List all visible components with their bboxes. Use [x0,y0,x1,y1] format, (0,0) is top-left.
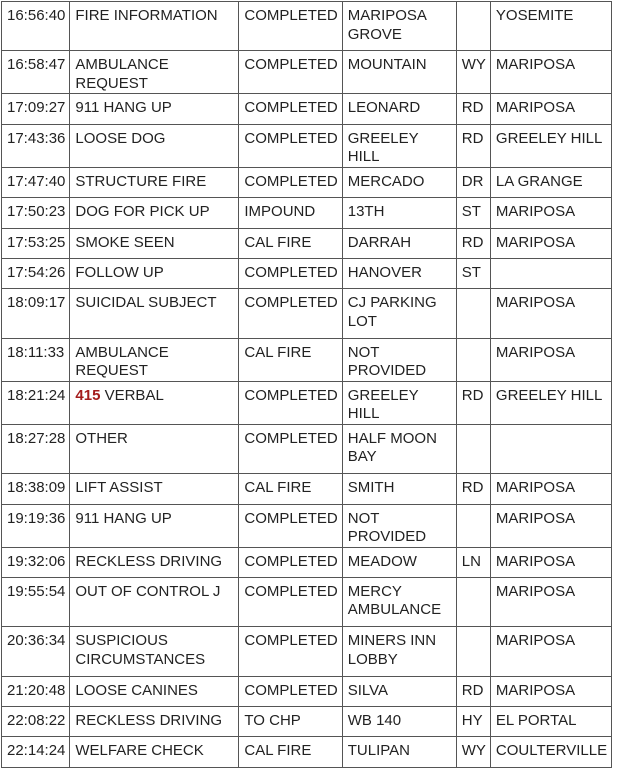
table-row [2,124,612,167]
city-cell-text: MARIPOSA [495,233,576,251]
street-suffix-cell [456,707,490,737]
disposition-cell [239,737,342,767]
call-type-cell [70,258,239,288]
call-type-cell [70,51,239,94]
city-cell [490,51,611,94]
city-cell-text: MARIPOSA [495,632,576,650]
call-type-cell [70,338,239,381]
city-cell-text: EL PORTAL [495,712,577,730]
disposition-cell [239,547,342,577]
call-time-cell [2,424,70,473]
call-time-cell [2,289,70,338]
call-type-cell-text: STRUCTURE FIRE [75,172,207,190]
disposition-cell-text: COMPLETED [244,129,338,147]
call-type-cell [70,94,239,124]
city-cell [490,737,611,767]
call-time-cell-text: 18:11:33 [7,343,65,361]
street-suffix-cell [456,167,490,197]
call-time-cell [2,577,70,626]
city-cell [490,504,611,547]
disposition-cell-text: COMPLETED [244,7,338,24]
city-cell [490,167,611,197]
call-time-cell [2,707,70,737]
disposition-cell-text: COMPLETED [244,509,338,527]
disposition-cell-text: COMPLETED [244,632,338,650]
city-cell [490,124,611,167]
call-type-cell-text: FOLLOW UP [75,263,164,281]
disposition-cell [239,707,342,737]
call-time-cell [2,228,70,258]
street-cell [342,167,456,197]
street-cell [342,198,456,228]
call-time-cell-text: 17:53:25 [7,233,66,251]
call-time-cell-text: 17:50:23 [7,203,66,221]
table-row [2,381,612,424]
call-time-cell-text: 16:56:40 [7,7,66,24]
call-time-cell [2,94,70,124]
street-cell-text: CJ PARKING LOT [347,294,437,330]
street-cell [342,94,456,124]
street-suffix-cell [456,627,490,676]
table-row [2,627,612,676]
disposition-cell [239,676,342,706]
city-cell [490,547,611,577]
city-cell [490,228,611,258]
call-type-cell [70,381,239,424]
call-time-cell [2,474,70,504]
street-suffix-cell [456,51,490,94]
street-suffix-cell [456,737,490,767]
call-time-cell-text: 17:54:26 [7,263,66,281]
disposition-cell [239,289,342,338]
street-suffix-cell [456,547,490,577]
call-time-cell-text: 18:09:17 [7,294,66,312]
call-time-cell [2,676,70,706]
call-time-cell-text: 22:14:24 [7,742,66,760]
city-cell [490,289,611,338]
city-cell [490,707,611,737]
table-row [2,577,612,626]
city-cell-text: MARIPOSA [495,343,576,361]
disposition-cell-text: COMPLETED [244,552,338,570]
city-cell [490,474,611,504]
disposition-cell [239,338,342,381]
call-time-cell-text: 18:38:09 [7,479,66,497]
disposition-cell-text: COMPLETED [244,172,338,190]
call-type-cell [70,707,239,737]
street-suffix-cell-text: HY [461,712,483,730]
street-cell [342,504,456,547]
call-type-cell [70,228,239,258]
street-suffix-cell-text: RD [461,681,484,699]
street-cell-text: GREELEY HILL [347,386,419,423]
street-cell-text: MOUNTAIN [347,56,427,74]
call-type-cell [70,198,239,228]
call-time-cell [2,547,70,577]
city-cell [490,381,611,424]
disposition-cell-text: IMPOUND [244,203,316,221]
city-cell-text: MARIPOSA [495,99,576,117]
street-cell [342,258,456,288]
street-cell-text: MERCY AMBULANCE [347,582,442,619]
call-time-cell [2,51,70,94]
city-cell [490,198,611,228]
street-cell [342,424,456,473]
call-time-cell-text: 16:58:47 [7,56,66,74]
city-cell [490,338,611,381]
call-type-cell-text: DOG FOR PICK UP [75,203,210,221]
street-cell [342,577,456,626]
call-log-table [1,1,612,768]
table-row [2,198,612,228]
street-suffix-cell [456,424,490,473]
call-type-cell-text: LOOSE CANINES [75,681,198,699]
disposition-cell [239,124,342,167]
call-time-cell-text: 19:32:06 [7,552,66,570]
street-cell [342,627,456,676]
call-type-cell-text: LIFT ASSIST [75,479,163,497]
street-suffix-cell [456,124,490,167]
table-row [2,2,612,51]
street-suffix-cell-text: RD [461,129,484,147]
city-cell-text: MARIPOSA [495,552,576,570]
disposition-cell-text: COMPLETED [244,56,338,74]
call-type-cell-text: SUSPICIOUS CIRCUMSTANCES [75,632,206,668]
call-type-cell-text: OUT OF CONTROL J [75,582,221,600]
disposition-cell-text: CAL FIRE [244,343,312,361]
call-type-cell [70,737,239,767]
street-suffix-cell [456,2,490,51]
street-suffix-cell [456,381,490,424]
call-time-cell-text: 21:20:48 [7,681,66,699]
call-code: 415 [75,386,101,404]
street-cell-text: SILVA [347,681,389,699]
call-type-cell [70,504,239,547]
call-type-cell [70,577,239,626]
street-cell [342,676,456,706]
street-cell-text: MERCADO [347,172,425,190]
street-suffix-cell [456,198,490,228]
street-suffix-cell-text: ST [461,203,481,221]
disposition-cell [239,424,342,473]
street-cell [342,547,456,577]
city-cell [490,577,611,626]
call-type-cell-text: LOOSE DOG [75,129,166,147]
table-row [2,474,612,504]
city-cell-text: YOSEMITE [495,7,574,24]
call-type-cell [70,547,239,577]
call-type-cell-text: OTHER [75,429,128,447]
street-cell-text: HANOVER [347,263,422,281]
table-row [2,338,612,381]
call-type-cell-text: SUICIDAL SUBJECT [75,294,217,312]
street-suffix-cell-text: RD [461,479,484,497]
street-cell-text: GREELEY HILL [347,129,419,166]
street-suffix-cell [456,228,490,258]
street-cell [342,124,456,167]
disposition-cell-text: COMPLETED [244,294,338,312]
table-row [2,228,612,258]
street-cell [342,2,456,51]
disposition-cell [239,228,342,258]
city-cell-text: LA GRANGE [495,172,583,190]
street-cell [342,51,456,94]
table-row [2,676,612,706]
table-row [2,258,612,288]
city-cell-text: MARIPOSA [495,509,576,527]
street-suffix-cell-text: DR [461,172,484,190]
call-type-cell-text: 911 HANG UP [75,99,172,117]
street-cell-text: LEONARD [347,99,421,117]
street-cell [342,474,456,504]
table-row [2,51,612,94]
table-row [2,167,612,197]
city-cell [490,2,611,51]
city-cell-text: MARIPOSA [495,56,576,74]
street-suffix-cell-text: WY [461,56,486,74]
disposition-cell [239,504,342,547]
call-type-cell-text: RECKLESS DRIVING [75,712,223,730]
table-row [2,424,612,473]
street-suffix-cell-text: RD [461,386,484,404]
disposition-cell [239,258,342,288]
disposition-cell [239,381,342,424]
street-suffix-cell [456,676,490,706]
street-suffix-cell-text: RD [461,99,484,117]
city-cell [490,676,611,706]
table-row [2,289,612,338]
call-type-cell [70,2,239,51]
call-time-cell [2,381,70,424]
street-cell-text: HALF MOON BAY [347,429,437,466]
city-cell-text: MARIPOSA [495,479,576,497]
disposition-cell-text: CAL FIRE [244,233,312,251]
street-suffix-cell [456,504,490,547]
street-suffix-cell-text: WY [461,742,486,760]
call-type-cell [70,424,239,473]
disposition-cell-text: CAL FIRE [244,742,312,760]
disposition-cell-text: COMPLETED [244,429,338,447]
disposition-cell-text: COMPLETED [244,582,338,600]
call-time-cell [2,198,70,228]
call-time-cell-text: 18:21:24 [7,386,66,404]
call-type-cell-text: WELFARE CHECK [75,742,204,760]
street-suffix-cell-text: RD [461,233,484,251]
street-cell-text: 13TH [347,203,385,221]
city-cell [490,424,611,473]
city-cell-text: MARIPOSA [495,203,576,221]
call-time-cell-text: 19:19:36 [7,509,66,527]
call-time-cell-text: 19:55:54 [7,582,66,600]
street-suffix-cell [456,474,490,504]
call-type-cell [70,627,239,676]
city-cell-text: GREELEY HILL [495,129,603,147]
table-row [2,707,612,737]
call-type-cell-text: AMBULANCE REQUEST [75,56,169,92]
call-time-cell [2,504,70,547]
call-type-cell [70,676,239,706]
call-time-cell-text: 20:36:34 [7,632,66,650]
call-type-cell-text: RECKLESS DRIVING [75,552,223,570]
street-cell-text: MINERS INN LOBBY [347,632,437,668]
street-cell [342,338,456,381]
city-cell-text: MARIPOSA [495,681,576,699]
call-time-cell [2,124,70,167]
street-cell [342,228,456,258]
call-type-cell [70,167,239,197]
street-cell-text: NOT PROVIDED [347,343,427,380]
call-time-cell [2,258,70,288]
disposition-cell-text: TO CHP [244,712,301,730]
street-cell [342,737,456,767]
city-cell-text: MARIPOSA [495,294,576,312]
disposition-cell [239,94,342,124]
call-time-cell-text: 17:47:40 [7,172,66,190]
call-time-cell-text: 17:43:36 [7,129,66,147]
call-type-cell-text: AMBULANCE REQUEST [75,343,169,380]
street-suffix-cell [456,94,490,124]
disposition-cell [239,627,342,676]
disposition-cell [239,167,342,197]
city-cell-text: COULTERVILLE [495,742,608,760]
street-cell [342,707,456,737]
street-cell [342,289,456,338]
city-cell [490,94,611,124]
call-type-cell [70,124,239,167]
call-type-cell [70,474,239,504]
call-time-cell [2,627,70,676]
street-cell-text: MEADOW [347,552,417,570]
call-time-cell [2,167,70,197]
disposition-cell-text: COMPLETED [244,99,338,117]
disposition-cell-text: COMPLETED [244,263,338,281]
disposition-cell-text: COMPLETED [244,681,338,699]
table-row [2,737,612,767]
disposition-cell [239,2,342,51]
street-suffix-cell [456,338,490,381]
city-cell-text: GREELEY HILL [495,386,603,404]
call-time-cell-text: 17:09:27 [7,99,66,117]
street-suffix-cell [456,577,490,626]
street-cell-text: TULIPAN [347,742,410,760]
street-cell-text: DARRAH [347,233,412,251]
street-cell-text: MARIPOSA GROVE [347,7,427,43]
call-type-cell-text: SMOKE SEEN [75,233,175,251]
street-suffix-cell-text: LN [461,552,481,570]
call-type-cell-text: VERBAL [104,386,164,404]
call-time-cell [2,2,70,51]
disposition-cell-text: CAL FIRE [244,479,312,497]
street-cell-text: NOT PROVIDED [347,509,427,546]
disposition-cell [239,198,342,228]
call-time-cell [2,338,70,381]
disposition-cell [239,474,342,504]
call-time-cell-text: 22:08:22 [7,712,66,730]
street-suffix-cell [456,258,490,288]
street-suffix-cell [456,289,490,338]
call-time-cell [2,737,70,767]
table-row [2,504,612,547]
disposition-cell [239,577,342,626]
street-suffix-cell-text: ST [461,263,481,281]
disposition-cell [239,51,342,94]
call-time-cell-text: 18:27:28 [7,429,66,447]
call-type-cell-text: 911 HANG UP [75,509,172,527]
call-type-cell [70,289,239,338]
city-cell-text: MARIPOSA [495,582,576,600]
street-cell-text: SMITH [347,479,395,497]
street-cell [342,381,456,424]
disposition-cell-text: COMPLETED [244,386,338,404]
call-log-body [2,2,612,768]
call-type-cell-text: FIRE INFORMATION [75,7,218,24]
city-cell [490,258,611,288]
table-row [2,94,612,124]
city-cell [490,627,611,676]
street-cell-text: WB 140 [347,712,402,730]
table-row [2,547,612,577]
